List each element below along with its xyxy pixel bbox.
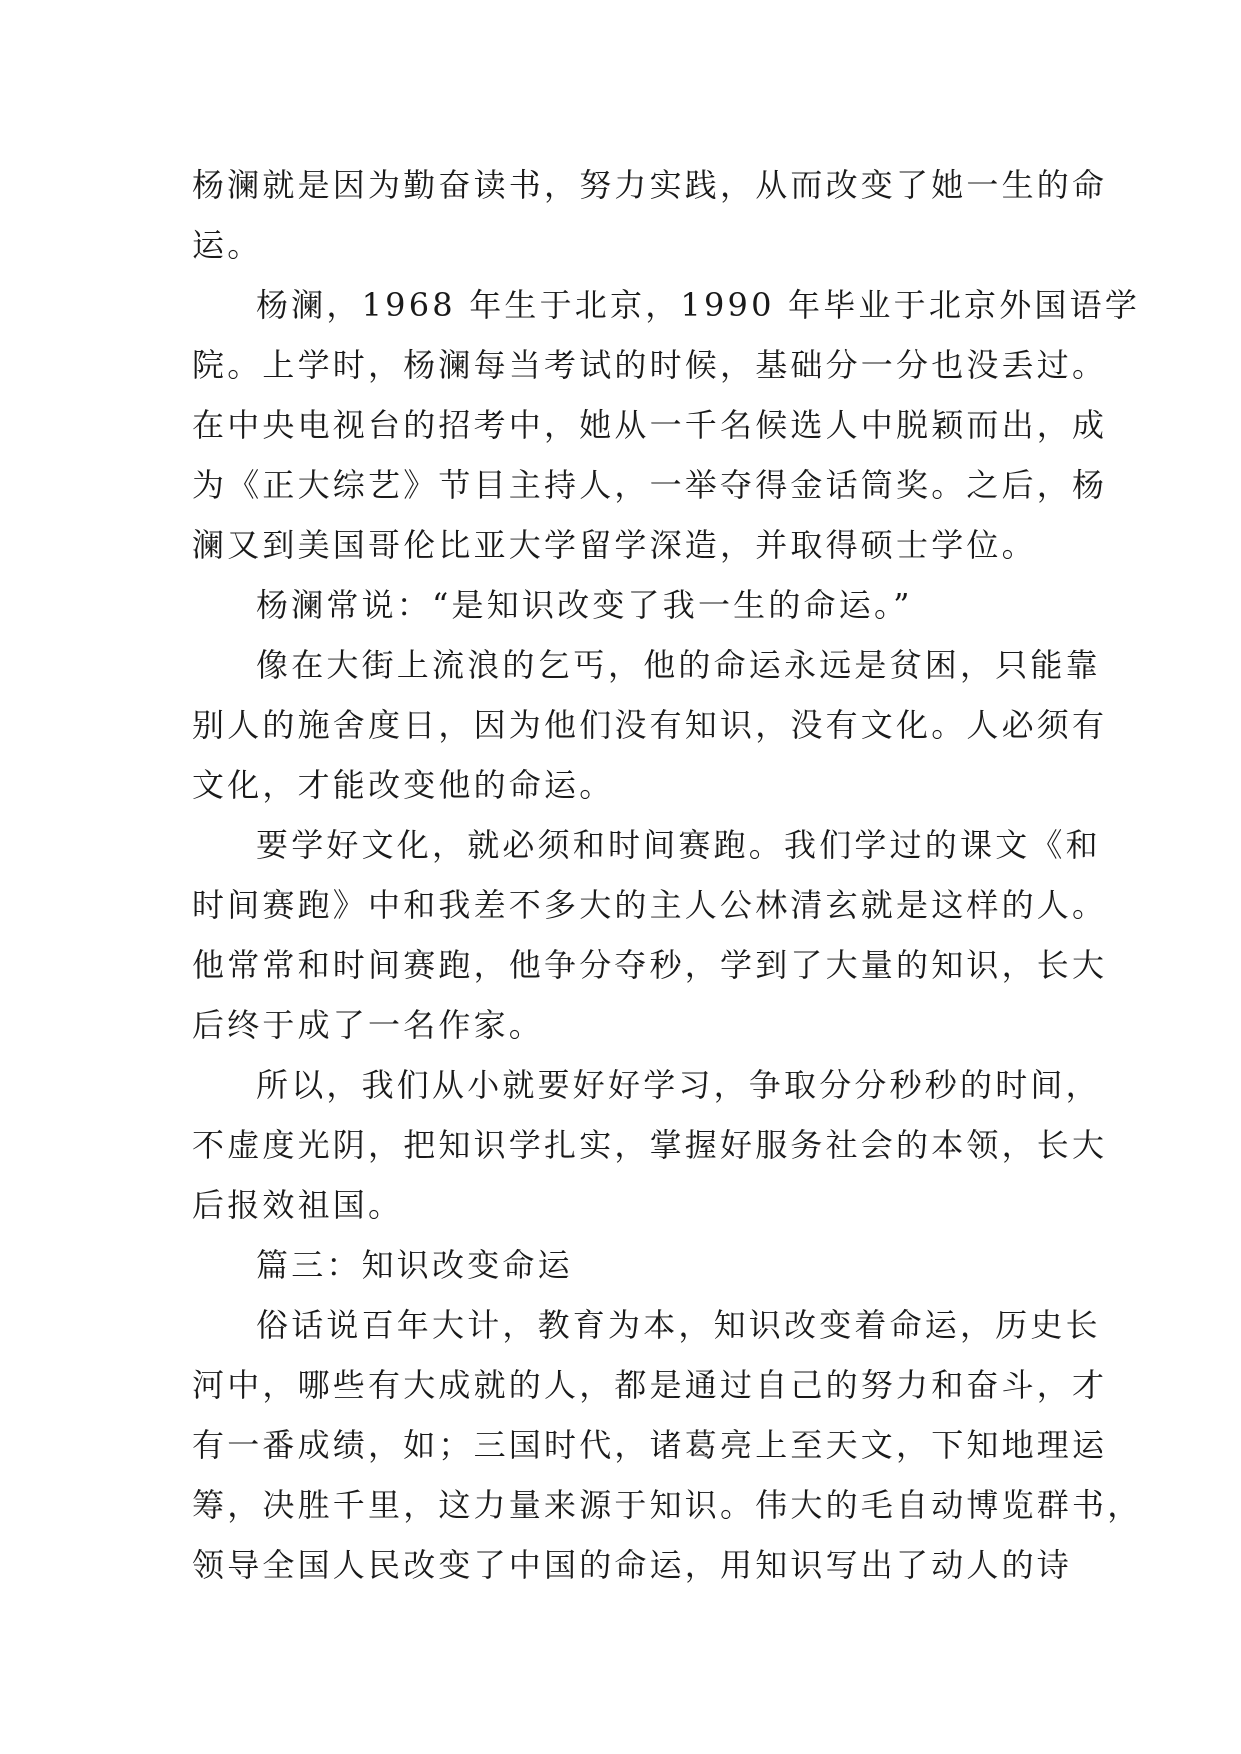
paragraph-3 bbox=[192, 575, 1060, 635]
text-line: 有一番成绩，如；三国时代，诸葛亮上至天文，下知地理运 bbox=[192, 1426, 1108, 1464]
paragraph-5 bbox=[192, 815, 1108, 1055]
section-title: 篇三：知识改变命运 bbox=[256, 1246, 573, 1284]
text-line: 别人的施舍度日，因为他们没有知识，没有文化。人必须有 bbox=[192, 706, 1108, 744]
paragraph-2 bbox=[192, 275, 1141, 575]
text-line: 后终于成了一名作家。 bbox=[192, 1006, 545, 1044]
text-line: 杨澜就是因为勤奋读书，努力实践，从而改变了她一生的命 bbox=[192, 166, 1108, 204]
paragraph-7 bbox=[192, 1295, 1143, 1595]
text-line: 河中，哪些有大成就的人，都是通过自己的努力和奋斗，才 bbox=[192, 1366, 1108, 1404]
document-body bbox=[192, 155, 1143, 1595]
text-line: 不虚度光阴，把知识学扎实，掌握好服务社会的本领，长大 bbox=[192, 1126, 1108, 1164]
text-line: 院。上学时，杨澜每当考试的时候，基础分一分也没丢过。 bbox=[192, 346, 1108, 384]
text-line: 筹，决胜千里，这力量来源于知识。伟大的毛自动博览群书， bbox=[192, 1486, 1143, 1524]
text-line: 在中央电视台的招考中，她从一千名候选人中脱颖而出，成 bbox=[192, 406, 1108, 444]
text-line: 杨澜，1968 年生于北京，1990 年毕业于北京外国语学 bbox=[256, 286, 1141, 324]
text-line: 像在大街上流浪的乞丐，他的命运永远是贫困，只能靠 bbox=[256, 646, 1101, 684]
section-heading bbox=[192, 1235, 1060, 1295]
text-line: 后报效祖国。 bbox=[192, 1186, 404, 1224]
text-line: 运。 bbox=[192, 226, 263, 264]
text-line: 时间赛跑》中和我差不多大的主人公林清玄就是这样的人。 bbox=[192, 886, 1108, 924]
text-line: 所以，我们从小就要好好学习，争取分分秒秒的时间， bbox=[256, 1066, 1101, 1104]
text-line: 文化，才能改变他的命运。 bbox=[192, 766, 615, 804]
text-line: 为《正大综艺》节目主持人，一举夺得金话筒奖。之后，杨 bbox=[192, 466, 1108, 504]
text-line: 杨澜常说：“是知识改变了我一生的命运。” bbox=[256, 586, 913, 624]
text-line: 澜又到美国哥伦比亚大学留学深造，并取得硕士学位。 bbox=[192, 526, 1037, 564]
text-line: 领导全国人民改变了中国的命运，用知识写出了动人的诗 bbox=[192, 1546, 1073, 1584]
paragraph-1 bbox=[192, 155, 1108, 275]
text-line: 他常常和时间赛跑，他争分夺秒，学到了大量的知识，长大 bbox=[192, 946, 1108, 984]
text-line: 要学好文化，就必须和时间赛跑。我们学过的课文《和 bbox=[256, 826, 1101, 864]
text-line: 俗话说百年大计，教育为本，知识改变着命运，历史长 bbox=[256, 1306, 1101, 1344]
paragraph-4 bbox=[192, 635, 1108, 815]
paragraph-6 bbox=[192, 1055, 1108, 1235]
